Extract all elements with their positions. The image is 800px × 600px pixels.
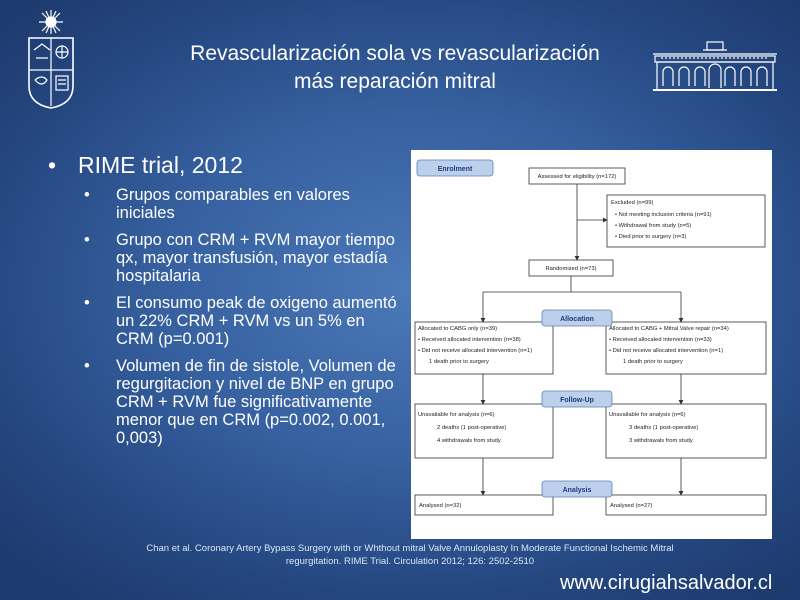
right-deaths-text: 3 deaths (1 post-operative) [629, 425, 699, 431]
phase-enrolment-label: Enrolment [437, 166, 473, 173]
bullet-content [48, 152, 398, 456]
right-death-text: 1 death prior to surgery [623, 359, 683, 365]
randomized-text: Randomized (n=73) [545, 266, 597, 272]
bullet-marker: • [84, 294, 90, 312]
sub-bullet-list [48, 186, 398, 447]
phase-followup-label: Follow-Up [560, 397, 594, 404]
bullet-marker: • [84, 231, 90, 249]
slide-title [150, 40, 640, 96]
main-bullet-text: RIME trial, 2012 [78, 152, 243, 178]
citation [80, 542, 740, 568]
consort-flow-diagram [411, 150, 772, 539]
sub-bullet [84, 186, 398, 222]
phase-allocation-label: Allocation [560, 316, 594, 323]
bullet-marker: • [84, 357, 90, 375]
sub-bullet [84, 294, 398, 348]
right-analysed-text: Analysed (n=27) [610, 503, 653, 509]
website-url: www.cirugiahsalvador.cl [560, 572, 773, 594]
left-withdrawals-text: 4 withdrawals from study [437, 438, 501, 444]
citation-line-2: regurgitation. RIME Trial. Circulation 2012; 126: 2502-2510 [285, 556, 535, 567]
bullet-marker: • [84, 186, 90, 204]
right-received-text: • Received allocated intervention (n=33) [609, 337, 712, 343]
left-death-text: 1 death prior to surgery [429, 359, 489, 365]
left-deaths-text: 2 deaths (1 post-operative) [437, 425, 507, 431]
left-not-received-text: • Did not receive allocated intervention (n=1) [418, 348, 533, 354]
title-line-1: Revascularización sola vs revascularización [190, 42, 600, 65]
university-crest-logo [22, 8, 80, 110]
excluded-item: • Died prior to surgery (n=3) [615, 234, 687, 240]
excluded-item: • Withdrawal from study (n=5) [615, 223, 692, 229]
left-allocated-text: Allocated to CABG only (n=39) [418, 326, 498, 332]
sub-bullet-text: Grupo con CRM + RVM mayor tiempo qx, mayor transfusión, mayor estadía hospitalaria [116, 231, 395, 285]
right-unavailable-text: Unavailable for analysis (n=6) [609, 412, 686, 418]
sub-bullet-text: Volumen de fin de sistole, Volumen de regurgitacion y nivel de BNP en grupo CRM + RVM fue significativamente menor que en CRM (p=0.002, 0.001, 0,003) [116, 357, 396, 447]
left-analysed-text: Analysed (n=32) [419, 503, 462, 509]
excluded-text: Excluded (n=99) [611, 200, 654, 206]
sub-bullet [84, 357, 398, 447]
phase-analysis-label: Analysis [562, 487, 592, 494]
right-allocated-text: Allocated to CABG + Mitral Valve repair (n=34) [609, 326, 729, 332]
bullet-marker: • [48, 152, 57, 178]
citation-line-1: Chan et al. Coronary Artery Bypass Surgery with or Whthout mitral Valve Annuloplasty In Moderate Functional Ischemic Mitral [146, 543, 674, 554]
left-unavailable-text: Unavailable for analysis (n=6) [418, 412, 495, 418]
right-not-received-text: • Did not receive allocated intervention (n=1) [609, 348, 724, 354]
left-received-text: • Received allocated intervention (n=38) [418, 337, 521, 343]
right-withdrawals-text: 3 withdrawals from study [629, 438, 693, 444]
sub-bullet-text: El consumo peak de oxigeno aumentó un 22% CRM + RVM vs un 5% en CRM (p=0.001) [116, 294, 397, 348]
assessed-text: Assessed for eligibility (n=172) [537, 174, 617, 180]
title-line-2: más reparación mitral [294, 70, 496, 93]
sub-bullet-text: Grupos comparables en valores iniciales [116, 186, 350, 222]
hospital-building-logo [651, 38, 779, 94]
excluded-item: • Not meeting inclusion criteria (n=91) [615, 212, 712, 218]
sub-bullet [84, 231, 398, 285]
main-bullet [48, 152, 398, 178]
